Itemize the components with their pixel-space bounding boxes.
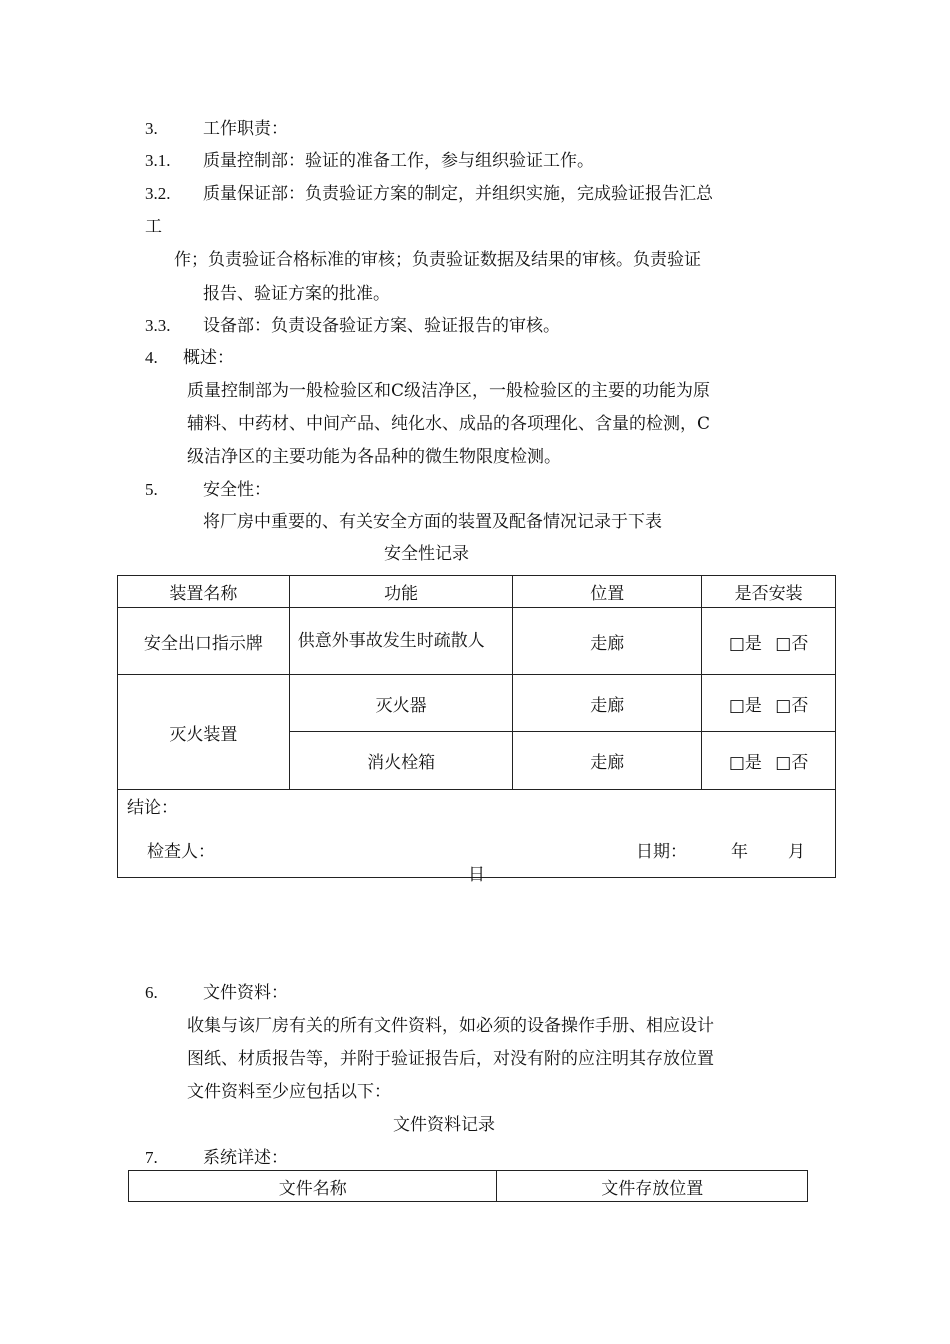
section-3-3-number: 3.3. (145, 316, 171, 335)
section-3-2-line2: 工 (145, 217, 162, 237)
installed-yes-checkbox[interactable]: □是 (728, 753, 762, 773)
header-function: 功能 (289, 576, 513, 608)
section-4-line1: 质量控制部为一般检验区和C级洁净区，一般检验区的主要的功能为原 (187, 381, 711, 401)
section-6-line3: 文件资料至少应包括以下： (187, 1082, 391, 1102)
device-function: 灭火器 (289, 675, 513, 732)
conclusion-label: 结论： (127, 798, 178, 818)
installed-options (702, 608, 836, 675)
date-year: 年 (731, 842, 748, 862)
installed-no-checkbox[interactable]: □否 (775, 753, 809, 773)
inspector-label: 检查人： (147, 842, 215, 862)
installed-options (702, 732, 836, 790)
section-3-title: 工作职责： (203, 119, 288, 139)
device-location: 走廊 (513, 732, 702, 790)
device-name: 安全出口指示牌 (118, 608, 290, 675)
section-4-title: 概述： (183, 348, 234, 368)
device-name: 灭火装置 (118, 675, 290, 790)
section-4-number: 4. (145, 348, 158, 367)
device-location: 走廊 (513, 608, 702, 675)
section-5-number: 5. (145, 480, 158, 499)
conclusion-row (118, 790, 836, 878)
device-function: 供意外事故发生时疏散人 (289, 608, 513, 675)
device-location: 走廊 (513, 675, 702, 732)
section-4-line2: 辅料、中药材、中间产品、纯化水、成品的各项理化、含量的检测，C (187, 414, 711, 434)
installed-yes-checkbox[interactable]: □是 (728, 695, 762, 716)
section-7-number: 7. (145, 1148, 158, 1167)
section-5-intro: 将厂房中重要的、有关安全方面的装置及配备情况记录于下表 (203, 512, 662, 532)
device-function: 消火栓箱 (289, 732, 513, 790)
date-day: 日 (468, 865, 485, 885)
header-location: 位置 (513, 576, 702, 608)
section-5-title: 安全性： (203, 480, 271, 500)
date-month: 月 (788, 842, 805, 862)
section-3-2-line4: 报告、验证方案的批准。 (203, 284, 390, 304)
header-device-name: 装置名称 (118, 576, 290, 608)
section-3-2-line1: 质量保证部：负责验证方案的制定，并组织实施，完成验证报告汇总 (203, 184, 713, 204)
section-3-number: 3. (145, 119, 158, 138)
section-3-1-text: 质量控制部：验证的准备工作，参与组织验证工作。 (203, 151, 594, 171)
section-3-2-number: 3.2. (145, 184, 171, 203)
header-file-name: 文件名称 (129, 1171, 497, 1202)
header-installed: 是否安装 (702, 576, 836, 608)
section-6-title: 文件资料： (203, 983, 288, 1003)
table-row (118, 675, 836, 732)
installed-yes-checkbox[interactable]: □是 (728, 633, 762, 654)
file-table (128, 1170, 808, 1202)
section-3-2-line3: 作；负责验证合格标准的审核；负责验证数据及结果的审核。负责验证 (174, 250, 701, 270)
installed-no-checkbox[interactable]: □否 (775, 633, 809, 654)
section-6-number: 6. (145, 983, 158, 1002)
section-6-line2: 图纸、材质报告等，并附于验证报告后，对没有附的应注明其存放位置 (187, 1049, 714, 1069)
installed-options (702, 675, 836, 732)
installed-no-checkbox[interactable]: □否 (775, 695, 809, 716)
section-7-title: 系统详述： (203, 1148, 288, 1168)
section-3-3-text: 设备部：负责设备验证方案、验证报告的审核。 (203, 316, 560, 336)
safety-table (117, 575, 836, 885)
table-row (118, 608, 836, 675)
safety-table-caption: 安全性记录 (384, 544, 469, 564)
date-label: 日期： (636, 842, 687, 862)
conclusion-cell (118, 790, 836, 885)
file-table-caption: 文件资料记录 (393, 1115, 495, 1135)
section-3-1-number: 3.1. (145, 151, 171, 170)
header-file-location: 文件存放位置 (497, 1171, 808, 1202)
section-6-line1: 收集与该厂房有关的所有文件资料，如必须的设备操作手册、相应设计 (187, 1016, 714, 1036)
section-4-line3: 级洁净区的主要功能为各品种的微生物限度检测。 (187, 447, 561, 467)
